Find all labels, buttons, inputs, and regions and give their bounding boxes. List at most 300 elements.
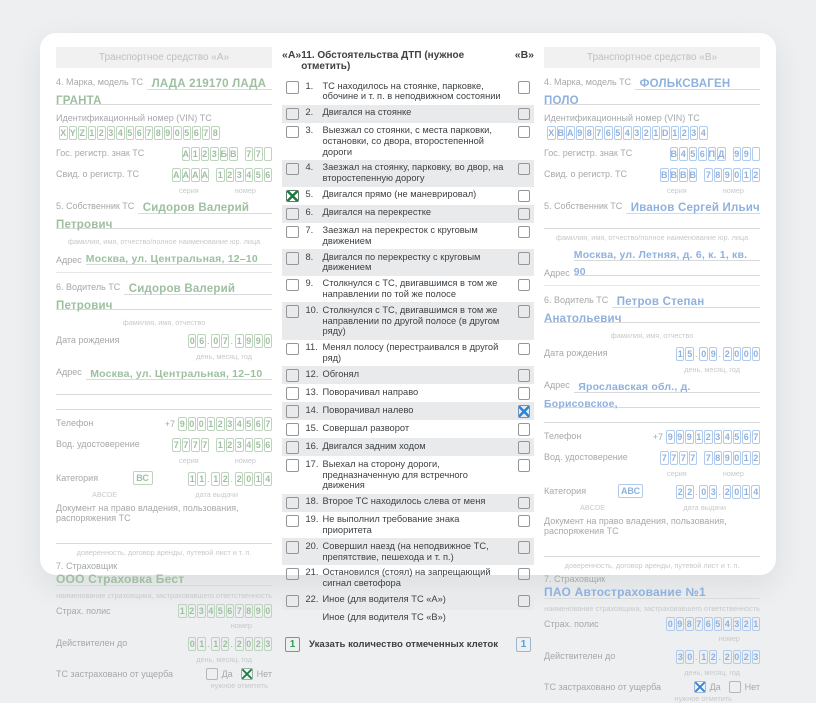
circumstance-checkbox-b[interactable]: [518, 163, 531, 176]
char-cell[interactable]: 6: [265, 440, 271, 450]
vehicle-a-policy-row: [56, 604, 272, 618]
vehicle-a-ownership-doc-field[interactable]: [56, 529, 272, 544]
circumstance-checkbox-b[interactable]: [518, 369, 531, 382]
char-cell[interactable]: 9: [179, 419, 185, 429]
char-cell[interactable]: 5: [615, 128, 621, 138]
vehicle-b-owner-value[interactable]: Иванов Сергей Ильич: [630, 202, 760, 214]
char-cell[interactable]: 1: [701, 652, 707, 662]
char-cell[interactable]: 1: [743, 170, 749, 180]
char-cell[interactable]: 7: [596, 128, 602, 138]
vehicle-b-birth-month[interactable]: [698, 347, 717, 361]
char-cell[interactable]: Z: [79, 128, 85, 138]
char-cell[interactable]: В: [230, 149, 237, 159]
char-cell[interactable]: 0: [667, 619, 673, 629]
circumstance-checkbox-b[interactable]: [518, 81, 531, 94]
char-cell[interactable]: 5: [127, 128, 133, 138]
char-cell[interactable]: 0: [198, 419, 204, 429]
vehicle-a-vin-input[interactable]: [58, 126, 220, 140]
char-cell[interactable]: 1: [179, 606, 185, 616]
char-cell[interactable]: 1: [743, 453, 749, 463]
char-cell[interactable]: 4: [117, 128, 123, 138]
char-cell[interactable]: 9: [255, 336, 261, 346]
circumstance-checkbox-a[interactable]: [286, 208, 299, 221]
vehicle-a-cert-series-input[interactable]: [171, 168, 209, 182]
vehicle-a-driver-value[interactable]: Сидоров Валерий Петрович: [56, 283, 236, 312]
circumstance-checkbox-b[interactable]: [518, 595, 531, 608]
char-cell[interactable]: 7: [753, 432, 759, 442]
char-cell[interactable]: 5: [715, 619, 721, 629]
circumstance-checkbox-b[interactable]: [518, 226, 531, 239]
char-cell[interactable]: 7: [173, 440, 179, 450]
circumstance-checkbox-b[interactable]: [518, 279, 531, 292]
vehicle-b-cert-number-input[interactable]: [703, 168, 760, 182]
vehicle-b-valid-month[interactable]: [698, 650, 717, 664]
circumstance-checkbox-a[interactable]: [286, 568, 299, 581]
vehicle-b-birth-day[interactable]: [675, 347, 694, 361]
circumstance-checkbox-a[interactable]: [286, 405, 299, 418]
char-cell[interactable]: 0: [734, 487, 740, 497]
char-cell[interactable]: 9: [165, 128, 171, 138]
char-cell[interactable]: 7: [265, 419, 271, 429]
char-cell[interactable]: 5: [255, 170, 261, 180]
circumstance-checkbox-a[interactable]: [286, 279, 299, 292]
char-cell[interactable]: 9: [677, 432, 683, 442]
circumstance-checkbox-b[interactable]: [518, 441, 531, 454]
char-cell[interactable]: 0: [701, 487, 707, 497]
vehicle-b-vin-input[interactable]: [546, 126, 708, 140]
char-cell[interactable]: 1: [213, 639, 219, 649]
char-cell[interactable]: 1: [672, 128, 678, 138]
vehicle-b-phone-input[interactable]: [665, 430, 760, 444]
char-cell[interactable]: 1: [753, 619, 759, 629]
char-cell[interactable]: 2: [98, 128, 104, 138]
char-cell[interactable]: 4: [753, 487, 759, 497]
circumstance-checkbox-b[interactable]: [518, 108, 531, 121]
vehicle-a-owner-address-field[interactable]: [86, 250, 272, 267]
vehicle-b-driver-value[interactable]: Петров Степан Анатольевич: [544, 296, 705, 325]
char-cell[interactable]: 5: [687, 349, 693, 359]
circumstance-checkbox-a[interactable]: [286, 305, 299, 318]
char-cell[interactable]: 7: [202, 440, 208, 450]
char-cell[interactable]: В: [689, 170, 696, 180]
vehicle-a-birth-day[interactable]: [187, 334, 206, 348]
char-cell[interactable]: 8: [715, 170, 721, 180]
char-cell[interactable]: 1: [199, 474, 205, 484]
char-cell[interactable]: 2: [236, 474, 242, 484]
char-cell[interactable]: 3: [710, 487, 716, 497]
char-cell[interactable]: 2: [227, 440, 233, 450]
char-cell[interactable]: 0: [246, 639, 252, 649]
char-cell[interactable]: 7: [246, 149, 252, 159]
vehicle-b-insurer-hint: [544, 604, 760, 613]
char-cell[interactable]: 1: [217, 440, 223, 450]
char-cell[interactable]: 7: [203, 128, 209, 138]
vehicle-a-driver-address-field[interactable]: [56, 365, 272, 410]
char-cell[interactable]: 2: [710, 652, 716, 662]
char-cell[interactable]: 1: [236, 336, 242, 346]
circumstance-checkbox-a[interactable]: [286, 252, 299, 265]
char-cell[interactable]: 6: [193, 128, 199, 138]
char-cell[interactable]: 9: [667, 432, 673, 442]
circumstance-checkbox-a[interactable]: [286, 369, 299, 382]
vehicle-a-birth-month[interactable]: [210, 334, 229, 348]
char-cell[interactable]: 4: [624, 128, 630, 138]
char-cell[interactable]: 1: [217, 170, 223, 180]
char-cell[interactable]: 2: [202, 149, 208, 159]
char-cell[interactable]: [752, 147, 761, 161]
vehicle-b-owner-field[interactable]: [544, 199, 760, 229]
vehicle-a-owner-field[interactable]: [56, 199, 272, 233]
vehicle-b-license-series-input[interactable]: [659, 451, 697, 465]
vehicle-b-category-month[interactable]: [698, 485, 717, 499]
char-cell[interactable]: 9: [686, 432, 692, 442]
char-cell[interactable]: 7: [192, 440, 198, 450]
vehicle-a-plate-region-input[interactable]: [244, 147, 273, 161]
vehicle-a-license-series-input[interactable]: [171, 438, 209, 452]
vehicle-b-driver-field[interactable]: [544, 293, 760, 327]
circumstance-checkbox-a[interactable]: [286, 226, 299, 239]
char-cell[interactable]: 0: [743, 349, 749, 359]
vehicle-b-insurer-value[interactable]: ПАО Автострахование №1: [544, 585, 706, 599]
char-cell[interactable]: А: [173, 170, 180, 180]
circumstance-checkbox-b[interactable]: [518, 568, 531, 581]
circumstance-checkbox-a[interactable]: [286, 459, 299, 472]
vehicle-a-valid-month[interactable]: [210, 637, 229, 651]
char-cell[interactable]: 9: [724, 170, 730, 180]
char-cell[interactable]: 6: [227, 606, 233, 616]
char-cell[interactable]: 0: [189, 336, 195, 346]
char-cell[interactable]: 0: [687, 652, 693, 662]
char-cell[interactable]: А: [182, 170, 189, 180]
vehicle-b-valid-day[interactable]: [675, 650, 694, 664]
char-cell[interactable]: 6: [265, 170, 271, 180]
vehicle-b-ownership-doc-field[interactable]: [544, 542, 760, 557]
char-cell[interactable]: 7: [661, 453, 667, 463]
char-cell[interactable]: 2: [724, 652, 730, 662]
char-cell[interactable]: 1: [677, 349, 683, 359]
char-cell[interactable]: 2: [753, 453, 759, 463]
vehicle-b-insurer-field[interactable]: [544, 584, 760, 600]
circumstance-checkbox-b[interactable]: [518, 405, 531, 418]
vehicle-b-make-field[interactable]: [544, 75, 760, 109]
vehicle-a-driver-field[interactable]: [56, 280, 272, 314]
char-cell[interactable]: 9: [246, 336, 252, 346]
char-cell[interactable]: 1: [255, 474, 261, 484]
circumstance-checkbox-b[interactable]: [518, 541, 531, 554]
char-cell[interactable]: В: [661, 170, 668, 180]
char-cell[interactable]: 3: [236, 170, 242, 180]
char-cell[interactable]: 6: [605, 128, 611, 138]
circumstance-checkbox-b[interactable]: [518, 305, 531, 318]
char-cell[interactable]: 1: [189, 474, 195, 484]
vehicle-a-license-number-input[interactable]: [215, 438, 272, 452]
char-cell[interactable]: 5: [255, 440, 261, 450]
char-cell[interactable]: 1: [192, 149, 198, 159]
vehicle-a-birth-label: Дата рождения: [56, 335, 120, 345]
char-cell[interactable]: 3: [265, 639, 271, 649]
char-cell[interactable]: 8: [246, 606, 252, 616]
char-cell[interactable]: 2: [681, 128, 687, 138]
char-cell[interactable]: 1: [89, 128, 95, 138]
vehicle-a-driver-address-value[interactable]: Москва, ул. Центральная, 12–10: [90, 368, 263, 380]
char-cell[interactable]: 7: [690, 453, 696, 463]
char-cell[interactable]: 3: [198, 606, 204, 616]
char-cell[interactable]: 9: [577, 128, 583, 138]
vehicle-a-owner-value[interactable]: Сидоров Валерий Петрович: [56, 202, 250, 231]
vehicle-b-category-day[interactable]: [675, 485, 694, 499]
char-cell[interactable]: П: [708, 149, 715, 159]
circumstance-checkbox-a[interactable]: [286, 441, 299, 454]
vehicle-b-valid-year[interactable]: [722, 650, 760, 664]
char-cell[interactable]: 4: [724, 432, 730, 442]
char-cell[interactable]: 5: [734, 432, 740, 442]
vehicle-a-insured-row: [56, 668, 272, 680]
circumstance-checkbox-a[interactable]: [286, 497, 299, 510]
vehicle-a-category-month[interactable]: [210, 472, 229, 486]
char-cell[interactable]: 4: [246, 440, 252, 450]
vehicle-a-phone-input[interactable]: [177, 417, 272, 431]
char-cell[interactable]: 3: [753, 652, 759, 662]
char-cell[interactable]: 8: [715, 453, 721, 463]
char-cell[interactable]: 2: [677, 487, 683, 497]
char-cell[interactable]: 9: [255, 606, 261, 616]
char-cell[interactable]: 0: [753, 349, 759, 359]
char-cell[interactable]: 0: [265, 606, 271, 616]
circumstance-checkbox-a[interactable]: [286, 81, 299, 94]
circumstance-checkbox-a[interactable]: [286, 515, 299, 528]
char-cell[interactable]: В: [670, 149, 677, 159]
char-cell[interactable]: 7: [146, 128, 152, 138]
char-cell[interactable]: 4: [680, 149, 686, 159]
char-cell[interactable]: 2: [236, 639, 242, 649]
vehicle-a-make-field[interactable]: [56, 75, 272, 109]
char-cell[interactable]: А: [567, 128, 574, 138]
char-cell[interactable]: 5: [217, 606, 223, 616]
vehicle-a-category-day[interactable]: [187, 472, 206, 486]
char-cell[interactable]: 2: [753, 170, 759, 180]
count-a-box[interactable]: 1: [285, 637, 300, 652]
char-cell[interactable]: 9: [743, 149, 749, 159]
vehicle-b-driver-address-field[interactable]: [544, 378, 760, 423]
vehicle-a-insurer-field[interactable]: [56, 571, 272, 587]
char-cell[interactable]: 2: [227, 170, 233, 180]
vehicle-a-insurer-value[interactable]: ООО Страховка Бест: [56, 572, 185, 586]
circumstance-checkbox-b[interactable]: [518, 387, 531, 400]
circumstance-checkbox-a[interactable]: [286, 541, 299, 554]
vehicle-a-insured-yes-checkbox[interactable]: [206, 668, 218, 680]
char-cell[interactable]: 2: [705, 432, 711, 442]
char-cell[interactable]: 9: [724, 453, 730, 463]
circumstance-checkbox-b[interactable]: [518, 252, 531, 265]
char-cell[interactable]: 2: [189, 606, 195, 616]
vehicle-b-license-number-input[interactable]: [703, 451, 760, 465]
char-cell[interactable]: 2: [255, 639, 261, 649]
vehicle-b-plate-region-input[interactable]: [732, 147, 761, 161]
char-cell[interactable]: 4: [246, 170, 252, 180]
vehicle-a-insured-no-checkbox[interactable]: [241, 668, 253, 680]
circumstance-checkbox-b[interactable]: [518, 515, 531, 528]
char-cell[interactable]: 7: [183, 440, 189, 450]
count-b-box[interactable]: 1: [516, 637, 531, 652]
char-cell[interactable]: 2: [724, 487, 730, 497]
char-cell[interactable]: 7: [680, 453, 686, 463]
circumstance-checkbox-a[interactable]: [286, 126, 299, 139]
char-cell[interactable]: 3: [691, 128, 697, 138]
char-cell[interactable]: 2: [743, 652, 749, 662]
char-cell[interactable]: 2: [643, 128, 649, 138]
char-cell[interactable]: 3: [108, 128, 114, 138]
fio-full-hint: фамилия, имя, отчество/полное наименование юр. лица: [555, 233, 749, 242]
char-cell[interactable]: 0: [734, 349, 740, 359]
circumstance-checkbox-a[interactable]: [286, 190, 299, 203]
char-cell[interactable]: 3: [236, 440, 242, 450]
char-cell[interactable]: 2: [217, 419, 223, 429]
vehicle-b-insured-no-checkbox[interactable]: [729, 681, 741, 693]
char-cell[interactable]: [264, 147, 273, 161]
vehicle-a-make-value[interactable]: ЛАДА 219170 ЛАДА ГРАНТА: [56, 78, 267, 107]
char-cell[interactable]: 0: [734, 652, 740, 662]
vehicle-b-policy-input[interactable]: [665, 617, 760, 631]
char-cell[interactable]: 8: [212, 128, 218, 138]
circumstance-checkbox-a[interactable]: [286, 108, 299, 121]
char-cell[interactable]: D: [662, 128, 669, 138]
char-cell[interactable]: В: [670, 170, 677, 180]
circumstance-checkbox-b[interactable]: [518, 459, 531, 472]
char-cell[interactable]: 6: [705, 619, 711, 629]
vehicle-a-valid-year[interactable]: [234, 637, 272, 651]
circumstance-checkbox-a[interactable]: [286, 163, 299, 176]
char-cell[interactable]: 7: [696, 619, 702, 629]
vehicle-a-category-value[interactable]: ВС: [133, 471, 153, 485]
vehicle-a-owner-address-value[interactable]: Москва, ул. Центральная, 12–10: [85, 253, 258, 265]
char-cell[interactable]: 2: [222, 639, 228, 649]
char-cell[interactable]: 5: [690, 149, 696, 159]
number-hint: номер: [234, 186, 256, 195]
char-cell[interactable]: А: [201, 170, 208, 180]
char-cell[interactable]: 4: [700, 128, 706, 138]
vehicle-b-birth-year[interactable]: [722, 347, 760, 361]
char-cell[interactable]: 3: [211, 149, 217, 159]
char-cell[interactable]: 3: [677, 652, 683, 662]
char-cell[interactable]: X: [60, 128, 67, 138]
char-cell[interactable]: 4: [236, 419, 242, 429]
char-cell[interactable]: В: [557, 128, 564, 138]
char-cell[interactable]: 3: [634, 128, 640, 138]
vehicle-b-make-value[interactable]: ФОЛЬКСВАГЕН ПОЛО: [544, 78, 731, 107]
vehicle-a-valid-day[interactable]: [187, 637, 206, 651]
char-cell[interactable]: 2: [724, 349, 730, 359]
char-cell[interactable]: 1: [696, 432, 702, 442]
char-cell[interactable]: 6: [136, 128, 142, 138]
char-cell[interactable]: 8: [586, 128, 592, 138]
char-cell[interactable]: 9: [710, 349, 716, 359]
char-cell[interactable]: 1: [743, 487, 749, 497]
char-cell[interactable]: 0: [189, 419, 195, 429]
circumstance-checkbox-a[interactable]: [286, 595, 299, 608]
char-cell[interactable]: 1: [653, 128, 659, 138]
vehicle-b-insured-yes-checkbox[interactable]: [694, 681, 706, 693]
vehicle-a-policy-input[interactable]: [177, 604, 272, 618]
char-cell[interactable]: 7: [705, 453, 711, 463]
char-cell[interactable]: Д: [718, 149, 725, 159]
vehicle-b-owner-address-value[interactable]: Москва, ул. Летняя, д. 6, к. 1, кв. 90: [573, 249, 748, 278]
circumstance-checkbox-b[interactable]: [518, 190, 531, 203]
circumstance-checkbox-a[interactable]: [286, 423, 299, 436]
vehicle-a-cert-number-input[interactable]: [215, 168, 272, 182]
circumstance-checkbox-b[interactable]: [518, 343, 531, 356]
char-cell[interactable]: 4: [265, 474, 271, 484]
char-cell[interactable]: 8: [686, 619, 692, 629]
char-cell[interactable]: 0: [265, 336, 271, 346]
char-cell[interactable]: 7: [705, 170, 711, 180]
char-cell[interactable]: 5: [184, 128, 190, 138]
char-cell[interactable]: 0: [213, 336, 219, 346]
circumstance-checkbox-b[interactable]: [518, 423, 531, 436]
char-cell[interactable]: Б: [220, 149, 227, 159]
char-cell[interactable]: А: [182, 149, 189, 159]
char-cell[interactable]: 9: [677, 619, 683, 629]
char-cell[interactable]: 8: [155, 128, 161, 138]
char-cell[interactable]: 6: [255, 419, 261, 429]
circumstance-checkbox-b[interactable]: [518, 497, 531, 510]
char-cell[interactable]: 3: [734, 619, 740, 629]
char-cell[interactable]: 3: [227, 419, 233, 429]
char-cell[interactable]: 5: [246, 419, 252, 429]
char-cell[interactable]: В: [680, 170, 687, 180]
vehicle-b-cert-series-input[interactable]: [659, 168, 697, 182]
char-cell[interactable]: 2: [222, 474, 228, 484]
circumstance-checkbox-a[interactable]: [286, 343, 299, 356]
char-cell[interactable]: 3: [715, 432, 721, 442]
char-cell[interactable]: А: [192, 170, 199, 180]
vehicle-b-owner-address-field[interactable]: [574, 246, 760, 280]
char-cell[interactable]: 1: [199, 639, 205, 649]
char-cell[interactable]: 7: [255, 149, 261, 159]
char-cell[interactable]: 6: [743, 432, 749, 442]
char-cell[interactable]: X: [548, 128, 555, 138]
vehicle-a-birth-year[interactable]: [234, 334, 272, 348]
char-cell[interactable]: 7: [671, 453, 677, 463]
char-cell[interactable]: 7: [222, 336, 228, 346]
char-cell[interactable]: 0: [734, 170, 740, 180]
char-cell[interactable]: 6: [699, 149, 705, 159]
char-cell[interactable]: 7: [236, 606, 242, 616]
vehicle-b-category-value[interactable]: АВС: [618, 484, 643, 498]
char-cell[interactable]: 4: [208, 606, 214, 616]
char-cell[interactable]: 0: [189, 639, 195, 649]
vehicle-a-plate-input[interactable]: [181, 147, 238, 161]
circumstance-checkbox-b[interactable]: [518, 126, 531, 139]
char-cell[interactable]: 0: [734, 453, 740, 463]
char-cell[interactable]: 0: [174, 128, 180, 138]
char-cell[interactable]: 4: [724, 619, 730, 629]
vehicle-b-plate-input[interactable]: [669, 147, 726, 161]
vehicle-b-category-year[interactable]: [722, 485, 760, 499]
char-cell[interactable]: 1: [213, 474, 219, 484]
char-cell[interactable]: Y: [69, 128, 76, 138]
char-cell[interactable]: 2: [743, 619, 749, 629]
circumstance-checkbox-a[interactable]: [286, 387, 299, 400]
char-cell[interactable]: 0: [701, 349, 707, 359]
char-cell[interactable]: 1: [208, 419, 214, 429]
circumstance-checkbox-b[interactable]: [518, 208, 531, 221]
char-cell[interactable]: 2: [687, 487, 693, 497]
char-cell[interactable]: 0: [246, 474, 252, 484]
vehicle-b-driver-address-value[interactable]: Ярославская обл., д. Борисовское,: [544, 381, 691, 410]
char-cell[interactable]: 9: [734, 149, 740, 159]
vehicle-a-category-year[interactable]: [234, 472, 272, 486]
char-cell[interactable]: 6: [199, 336, 205, 346]
